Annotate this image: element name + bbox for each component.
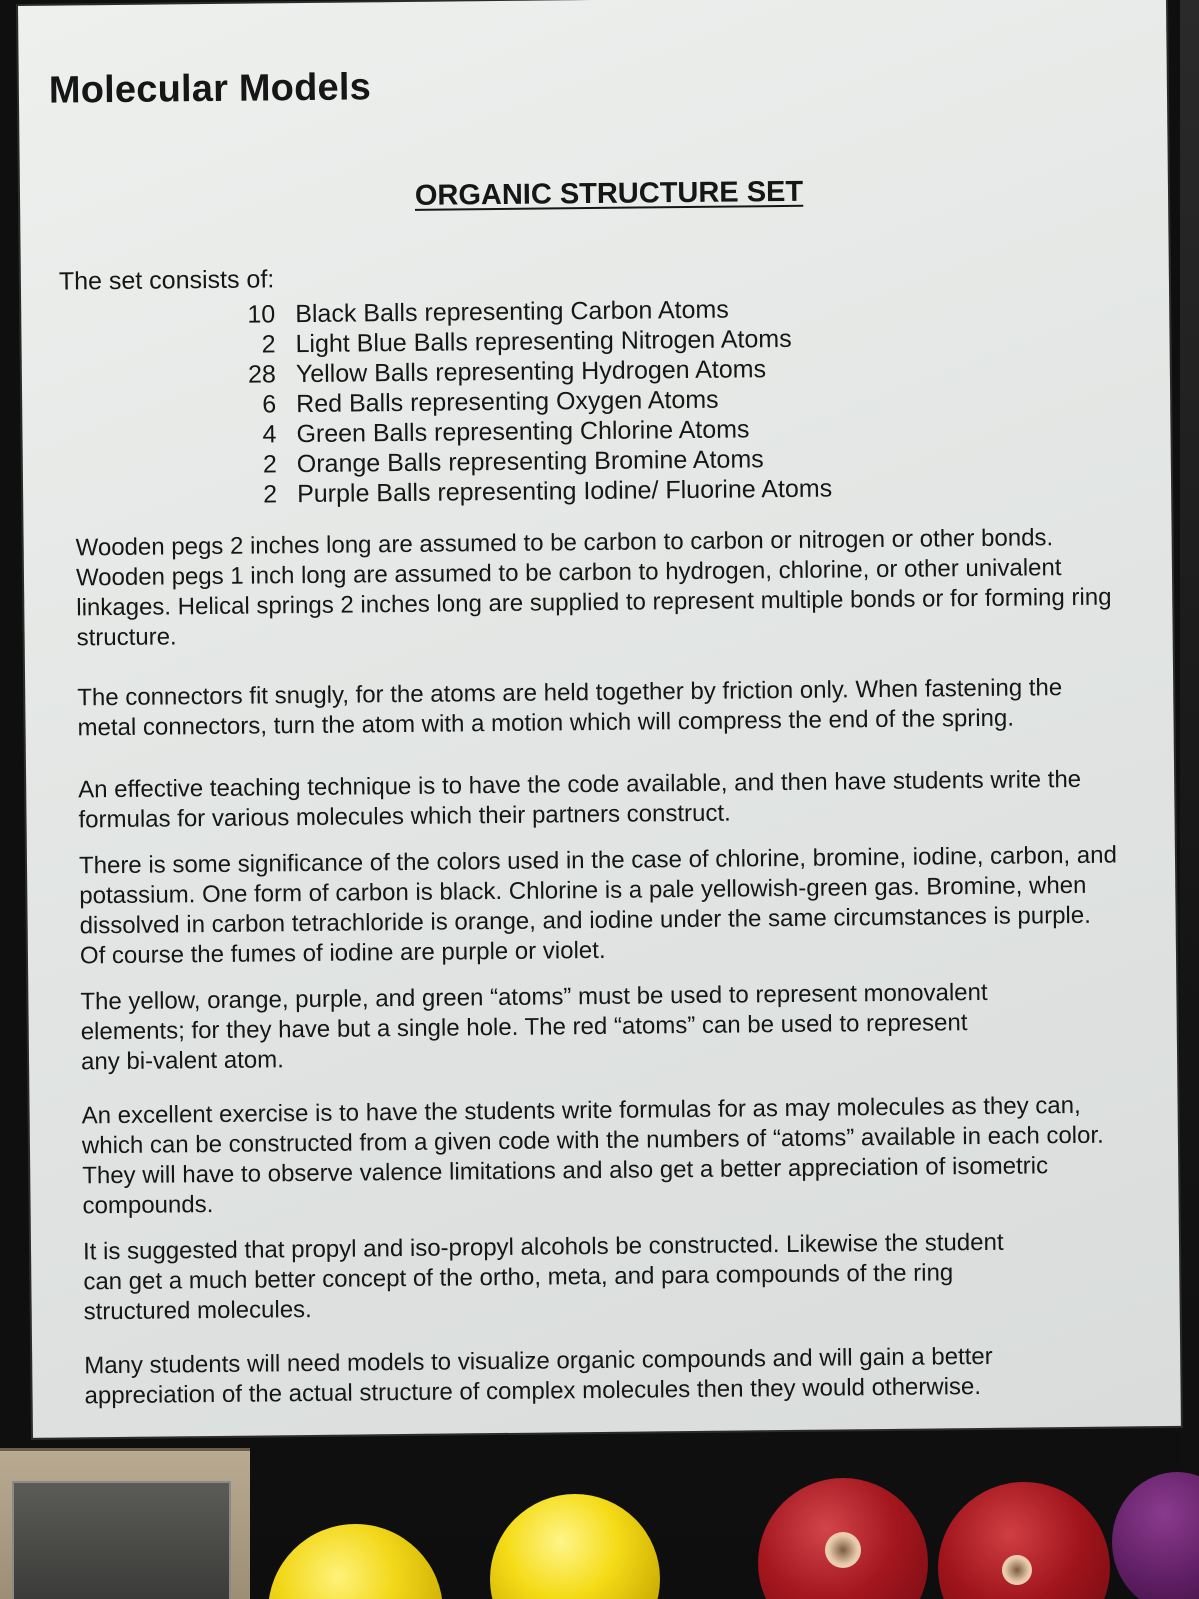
yellow-atom-ball <box>268 1524 443 1599</box>
item-quantity: 6 <box>262 390 277 419</box>
yellow-atom-ball <box>490 1494 660 1599</box>
list-item <box>213 474 832 510</box>
item-text: Red Balls representing Oxygen Atoms <box>296 385 719 419</box>
paragraph-monovalent: The yellow, orange, purple, and green “atoms” must be used to represent monovalent elements; for they have but a single hole. The red “atoms” can be used to represent any bi-valent atom. <box>80 978 988 1076</box>
item-text: Light Blue Balls representing Nitrogen Atoms <box>295 324 792 359</box>
paragraph-exercise: An excellent exercise is to have the students write formulas for as may molecules as they can, which can be constructed from a given code with the numbers of “atoms” available in each color. They will have to observe valence limitations and also get a better appreciation of isometric compounds. <box>81 1091 1104 1220</box>
paragraph-colors: There is some significance of the colors used in the case of chlorine, bromine, iodine, carbon, and potassium. One form of carbon is black. Chlorine is a pale yellowish-green gas. Bromine, when dissolved in carbon tetrachloride is orange, and iodine under the same circumstances is purple. Of course the fumes of iodine are purple or violet. <box>78 841 1117 970</box>
item-text: Orange Balls representing Bromine Atoms <box>296 445 764 479</box>
paragraph-visualize: Many students will need models to visualize organic compounds and will gain a better appreciation of the actual structure of complex molecules then they would otherwise. <box>84 1342 993 1410</box>
atom-hole <box>1002 1555 1032 1585</box>
info-sheet <box>18 0 1181 1438</box>
item-text: Purple Balls representing Iodine/ Fluorine Atoms <box>296 474 833 509</box>
item-quantity: 2 <box>263 480 278 509</box>
document-subtitle: ORGANIC STRUCTURE SET <box>414 175 804 212</box>
item-quantity: 2 <box>261 330 276 359</box>
model-kit-box <box>0 1448 250 1599</box>
item-quantity: 2 <box>262 450 277 479</box>
paragraph-alcohols: It is suggested that propyl and iso-propyl alcohols be constructed. Likewise the student can get a much better concept of the ortho, meta, and para compounds of the ring structured molecules. <box>82 1228 1004 1326</box>
item-quantity: 4 <box>262 420 277 449</box>
set-contents-list <box>211 294 832 510</box>
atom-hole <box>825 1532 861 1568</box>
set-intro: The set consists of: <box>58 265 275 296</box>
purple-atom-ball <box>1112 1472 1199 1599</box>
document-title: Molecular Models <box>48 66 372 112</box>
paragraph-pegs: Wooden pegs 2 inches long are assumed to be carbon to carbon or nitrogen or other bonds. Wooden pegs 1 inch long are assumed to be carbon to hydrogen, chlorine, or other univalent linkages. Helical springs 2 inches long are supplied to represent multiple bonds or for forming ring structure. <box>75 524 1112 652</box>
item-text: Yellow Balls representing Hydrogen Atoms <box>295 355 767 389</box>
item-text: Green Balls representing Chlorine Atoms <box>296 415 750 449</box>
kit-box-compartment <box>12 1481 231 1599</box>
item-quantity: 10 <box>247 300 276 329</box>
paragraph-teaching: An effective teaching technique is to have the code available, and then have students write the formulas for various molecules which their partners construct. <box>78 765 1082 834</box>
item-quantity: 28 <box>247 360 277 389</box>
paragraph-connectors: The connectors fit snugly, for the atoms are held together by friction only. When fastening the metal connectors, turn the atom with a motion which will compress the end of the spring. <box>77 674 1063 742</box>
item-text: Black Balls representing Carbon Atoms <box>295 295 729 329</box>
